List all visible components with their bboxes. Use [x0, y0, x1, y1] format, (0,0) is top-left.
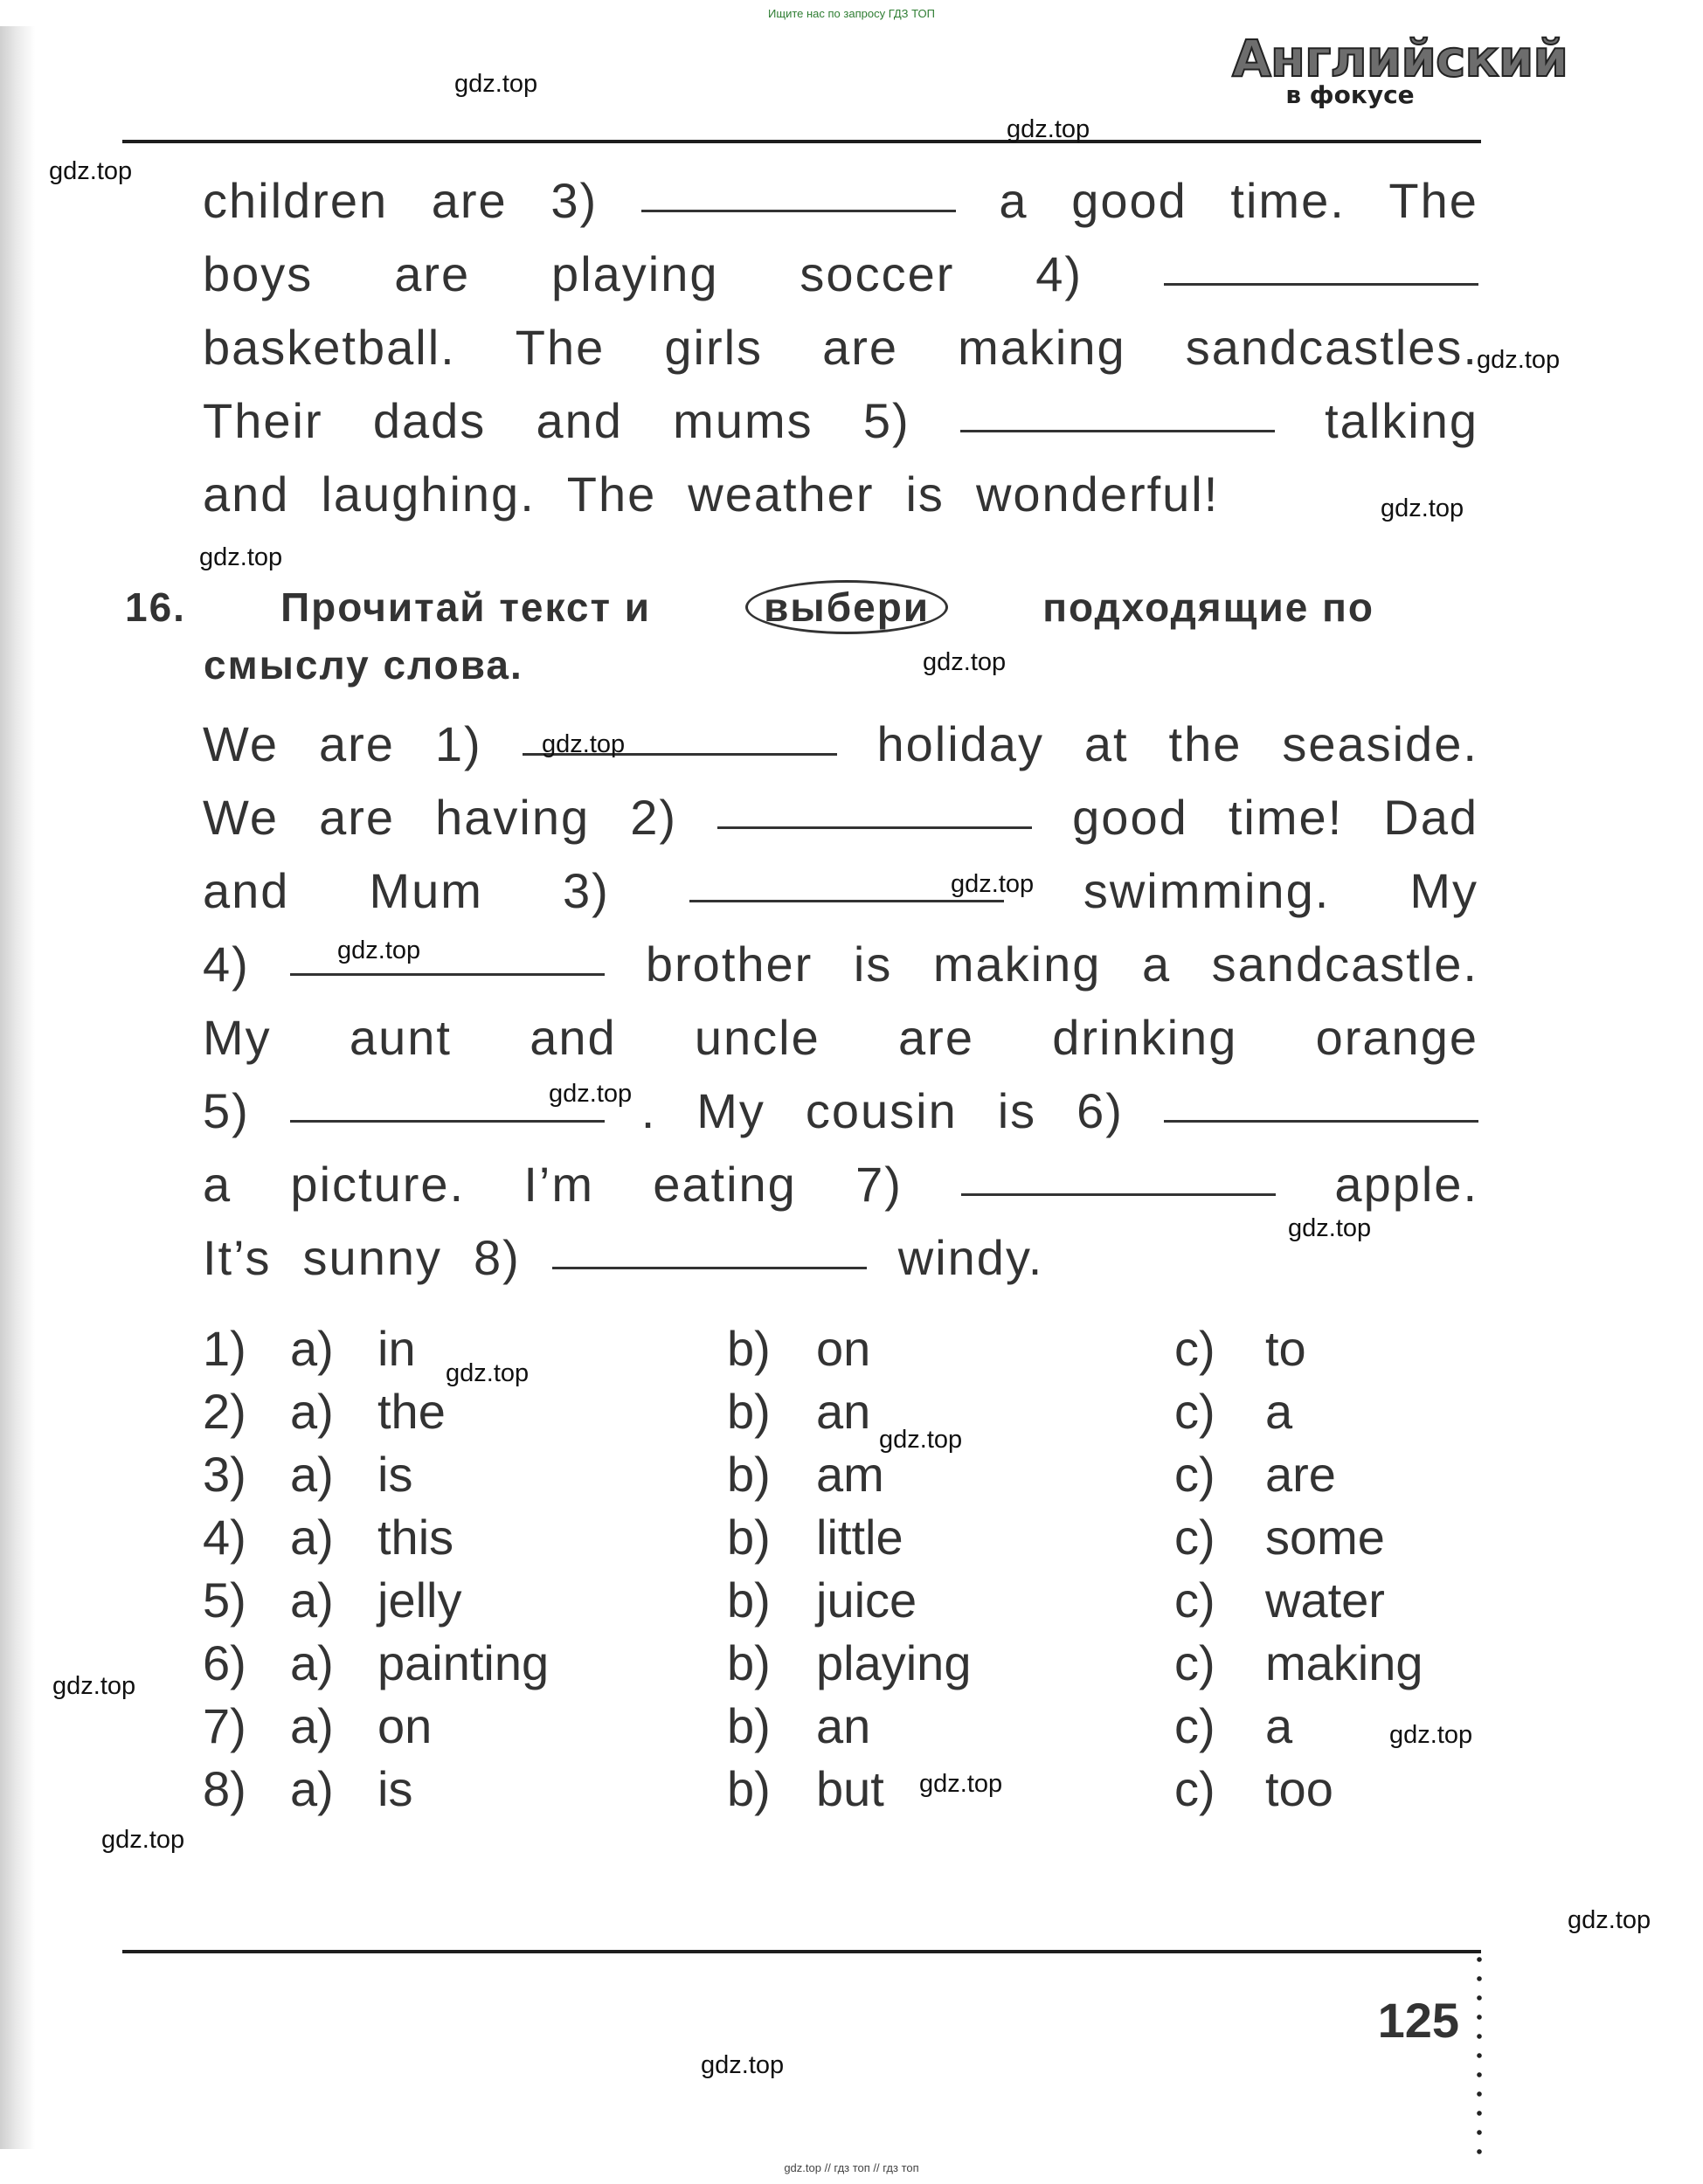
watermark: gdz.top: [446, 1359, 530, 1387]
watermark: gdz.top: [52, 1672, 136, 1700]
option-choice-b[interactable]: an: [816, 1698, 871, 1753]
option-row: [203, 1695, 1478, 1758]
word: drinking: [1052, 1010, 1238, 1065]
task-text-after: подходящие по: [1042, 584, 1374, 630]
word: 4): [203, 936, 250, 992]
word: and: [536, 393, 623, 448]
option-choice-a[interactable]: painting: [377, 1635, 550, 1690]
word: dads: [372, 393, 487, 448]
watermark: gdz.top: [542, 730, 626, 758]
option-letter-b: b): [727, 1384, 771, 1439]
option-number: 7): [203, 1698, 246, 1753]
word: cousin: [805, 1083, 958, 1138]
option-choice-b[interactable]: juice: [816, 1572, 917, 1628]
answer-blank[interactable]: [1164, 281, 1478, 286]
word: soccer: [800, 246, 955, 301]
passage-line: [203, 311, 1478, 384]
passage-line: [203, 1221, 1478, 1295]
answer-blank[interactable]: [960, 428, 1275, 432]
answer-blank[interactable]: [1164, 1118, 1478, 1123]
option-letter-c: c): [1174, 1321, 1215, 1376]
option-choice-c[interactable]: water: [1265, 1572, 1385, 1628]
option-choice-c[interactable]: a: [1265, 1698, 1293, 1753]
watermark: gdz.top: [49, 157, 133, 185]
option-letter-b: b): [727, 1698, 771, 1753]
option-choice-c[interactable]: too: [1265, 1761, 1333, 1816]
passage-line: [203, 384, 1478, 458]
option-choice-a[interactable]: is: [377, 1761, 413, 1816]
watermark: gdz.top: [1288, 1214, 1372, 1242]
option-choice-b[interactable]: little: [816, 1510, 903, 1565]
word: time.: [1230, 173, 1346, 228]
passage-line: [203, 164, 1478, 238]
watermark: gdz.top: [1568, 1906, 1651, 1934]
word: are: [431, 173, 508, 228]
watermark: gdz.top: [199, 543, 283, 571]
passage-line: [203, 1148, 1478, 1221]
option-choice-b[interactable]: on: [816, 1321, 871, 1376]
watermark: gdz.top: [919, 1770, 1003, 1798]
passage-line: [203, 1001, 1478, 1075]
word: girls: [664, 320, 764, 375]
word: seaside.: [1282, 716, 1478, 771]
watermark: gdz.top: [1389, 1721, 1473, 1749]
option-row: [203, 1569, 1478, 1632]
word: My: [696, 1083, 765, 1138]
option-letter-c: c): [1174, 1572, 1215, 1628]
word: windy.: [897, 1230, 1044, 1285]
option-choice-b[interactable]: an: [816, 1384, 871, 1439]
option-letter-b: b): [727, 1572, 771, 1628]
option-number: 2): [203, 1384, 246, 1439]
word: a: [999, 173, 1028, 228]
word: apple.: [1334, 1157, 1478, 1212]
word: holiday: [876, 716, 1044, 771]
passage-continued: [203, 164, 1478, 531]
option-letter-a: a): [290, 1698, 334, 1753]
word: good: [1072, 790, 1188, 845]
option-letter-c: c): [1174, 1761, 1215, 1816]
word: the: [1168, 716, 1243, 771]
passage-line: [203, 1075, 1478, 1148]
option-number: 6): [203, 1635, 246, 1690]
word: at: [1083, 716, 1129, 771]
word: 5): [203, 1083, 250, 1138]
task-16-heading: [125, 578, 1374, 694]
word: picture.: [290, 1157, 466, 1212]
word: Dad: [1383, 790, 1478, 845]
word: is: [853, 936, 893, 992]
option-choice-b[interactable]: but: [816, 1761, 884, 1816]
page-number: 125: [1377, 1993, 1459, 2048]
word: 3): [562, 863, 610, 918]
watermark: gdz.top: [1381, 494, 1464, 522]
option-choice-c[interactable]: a: [1265, 1384, 1293, 1439]
option-choice-a[interactable]: the: [377, 1384, 446, 1439]
answer-blank[interactable]: [641, 208, 956, 212]
word: Mum: [369, 863, 483, 918]
option-letter-b: b): [727, 1635, 771, 1690]
word: aunt: [349, 1010, 452, 1065]
answer-blank[interactable]: [290, 971, 605, 976]
watermark: gdz.top: [701, 2051, 785, 2079]
option-choice-c[interactable]: making: [1265, 1635, 1423, 1690]
option-letter-c: c): [1174, 1635, 1215, 1690]
word: making: [958, 320, 1126, 375]
word: sandcastle.: [1211, 936, 1478, 992]
answer-blank[interactable]: [552, 1265, 867, 1269]
word: 3): [550, 173, 599, 228]
option-choice-a[interactable]: on: [377, 1698, 433, 1753]
option-letter-c: c): [1174, 1510, 1215, 1565]
word: is: [997, 1083, 1037, 1138]
watermark: gdz.top: [549, 1080, 633, 1108]
option-letter-b: b): [727, 1510, 771, 1565]
word: weather: [688, 467, 875, 522]
footer-rule: [122, 1950, 1481, 1953]
word: talking: [1325, 393, 1478, 448]
word: .: [640, 1083, 657, 1138]
option-letter-a: a): [290, 1447, 334, 1502]
word: 6): [1076, 1083, 1124, 1138]
bottom-note: gdz.top // гдз топ // гдз топ: [784, 2161, 919, 2174]
option-choice-b[interactable]: am: [816, 1447, 884, 1502]
header-rule: [122, 140, 1481, 143]
option-letter-c: c): [1174, 1447, 1215, 1502]
option-choice-a[interactable]: in: [377, 1321, 416, 1376]
option-letter-a: a): [290, 1384, 334, 1439]
passage-line: [203, 238, 1478, 311]
word: is: [905, 467, 945, 522]
word: children: [203, 173, 389, 228]
option-choice-b[interactable]: playing: [816, 1635, 972, 1690]
word: having: [435, 790, 591, 845]
watermark: gdz.top: [923, 648, 1007, 676]
word: My: [1409, 863, 1478, 918]
option-choice-a[interactable]: this: [377, 1510, 454, 1565]
option-choice-a[interactable]: is: [377, 1447, 413, 1502]
task-text-before: Прочитай текст и: [280, 584, 652, 630]
word: The: [1388, 173, 1478, 228]
watermark: gdz.top: [337, 936, 421, 964]
word: 4): [1035, 246, 1083, 301]
word: mums: [673, 393, 813, 448]
option-letter-b: b): [727, 1761, 771, 1816]
option-row: [203, 1317, 1478, 1380]
option-number: 3): [203, 1447, 246, 1502]
word: good: [1071, 173, 1187, 228]
passage-line: [203, 854, 1478, 928]
word: basketball.: [203, 320, 456, 375]
passage-line: [203, 458, 1478, 531]
watermark: gdz.top: [454, 70, 538, 98]
word: My: [203, 1010, 272, 1065]
word: sandcastles.: [1185, 320, 1478, 375]
word: laughing.: [321, 467, 536, 522]
word: swimming.: [1083, 863, 1331, 918]
word: are: [394, 246, 471, 301]
word: a: [1141, 936, 1172, 992]
word: Their: [203, 393, 323, 448]
passage-line: [203, 781, 1478, 854]
option-row: [203, 1758, 1478, 1821]
book-spine-shadow: [0, 26, 35, 2149]
logo-subtitle: в фокусе: [1285, 80, 1415, 109]
option-letter-b: b): [727, 1447, 771, 1502]
circled-word: выбери: [745, 580, 948, 634]
option-letter-a: a): [290, 1635, 334, 1690]
word: and: [203, 467, 290, 522]
word: boys: [203, 246, 314, 301]
option-number: 4): [203, 1510, 246, 1565]
option-row: [203, 1443, 1478, 1506]
word: are: [822, 320, 899, 375]
task-number: 16.: [125, 584, 186, 630]
word: We: [203, 790, 279, 845]
word: eating: [653, 1157, 797, 1212]
option-letter-c: c): [1174, 1384, 1215, 1439]
option-letter-a: a): [290, 1572, 334, 1628]
option-letter-a: a): [290, 1321, 334, 1376]
word: We: [203, 716, 279, 771]
option-choice-c[interactable]: some: [1265, 1510, 1385, 1565]
logo-title: Английский: [1232, 29, 1568, 88]
option-choice-c[interactable]: to: [1265, 1321, 1306, 1376]
option-row: [203, 1380, 1478, 1443]
word: 7): [855, 1157, 903, 1212]
word: sunny: [302, 1230, 442, 1285]
word: 2): [630, 790, 677, 845]
watermark: gdz.top: [1007, 115, 1090, 143]
watermark: gdz.top: [951, 870, 1035, 898]
word: making: [932, 936, 1102, 992]
word: are: [319, 790, 396, 845]
task-text-line2: смыслу слова.: [204, 642, 523, 688]
passage-line: [203, 708, 1478, 781]
watermark: gdz.top: [879, 1426, 963, 1454]
word: 1): [434, 716, 482, 771]
word: The: [566, 467, 657, 522]
book-logo: [1232, 29, 1568, 109]
word: wonderful!: [975, 467, 1220, 522]
word: I’m: [523, 1157, 594, 1212]
word: time!: [1228, 790, 1344, 845]
answer-blank[interactable]: [961, 1192, 1276, 1196]
word: playing: [551, 246, 719, 301]
answer-blank[interactable]: [717, 825, 1032, 829]
option-choice-a[interactable]: jelly: [377, 1572, 462, 1628]
word: orange: [1315, 1010, 1478, 1065]
word: a: [203, 1157, 232, 1212]
watermark: gdz.top: [101, 1826, 185, 1854]
top-search-note: Ищите нас по запросу ГДЗ ТОП: [768, 7, 935, 20]
option-letter-c: c): [1174, 1698, 1215, 1753]
option-row: [203, 1632, 1478, 1695]
passage-task-16: [203, 708, 1478, 1295]
option-number: 8): [203, 1761, 246, 1816]
word: brother: [645, 936, 813, 992]
word: uncle: [694, 1010, 820, 1065]
word: It’s: [203, 1230, 272, 1285]
option-number: 1): [203, 1321, 246, 1376]
watermark: gdz.top: [1477, 346, 1561, 374]
word: 8): [473, 1230, 521, 1285]
option-number: 5): [203, 1572, 246, 1628]
option-letter-b: b): [727, 1321, 771, 1376]
option-row: [203, 1506, 1478, 1569]
word: and: [203, 863, 290, 918]
word: are: [318, 716, 395, 771]
answer-blank[interactable]: [290, 1118, 605, 1123]
word: The: [515, 320, 606, 375]
word: 5): [862, 393, 910, 448]
word: and: [530, 1010, 617, 1065]
option-letter-a: a): [290, 1761, 334, 1816]
option-letter-a: a): [290, 1510, 334, 1565]
word: are: [898, 1010, 974, 1065]
answer-options: [203, 1317, 1478, 1821]
footer-dotted-edge: [1477, 1950, 1482, 2168]
option-choice-c[interactable]: are: [1265, 1447, 1336, 1502]
